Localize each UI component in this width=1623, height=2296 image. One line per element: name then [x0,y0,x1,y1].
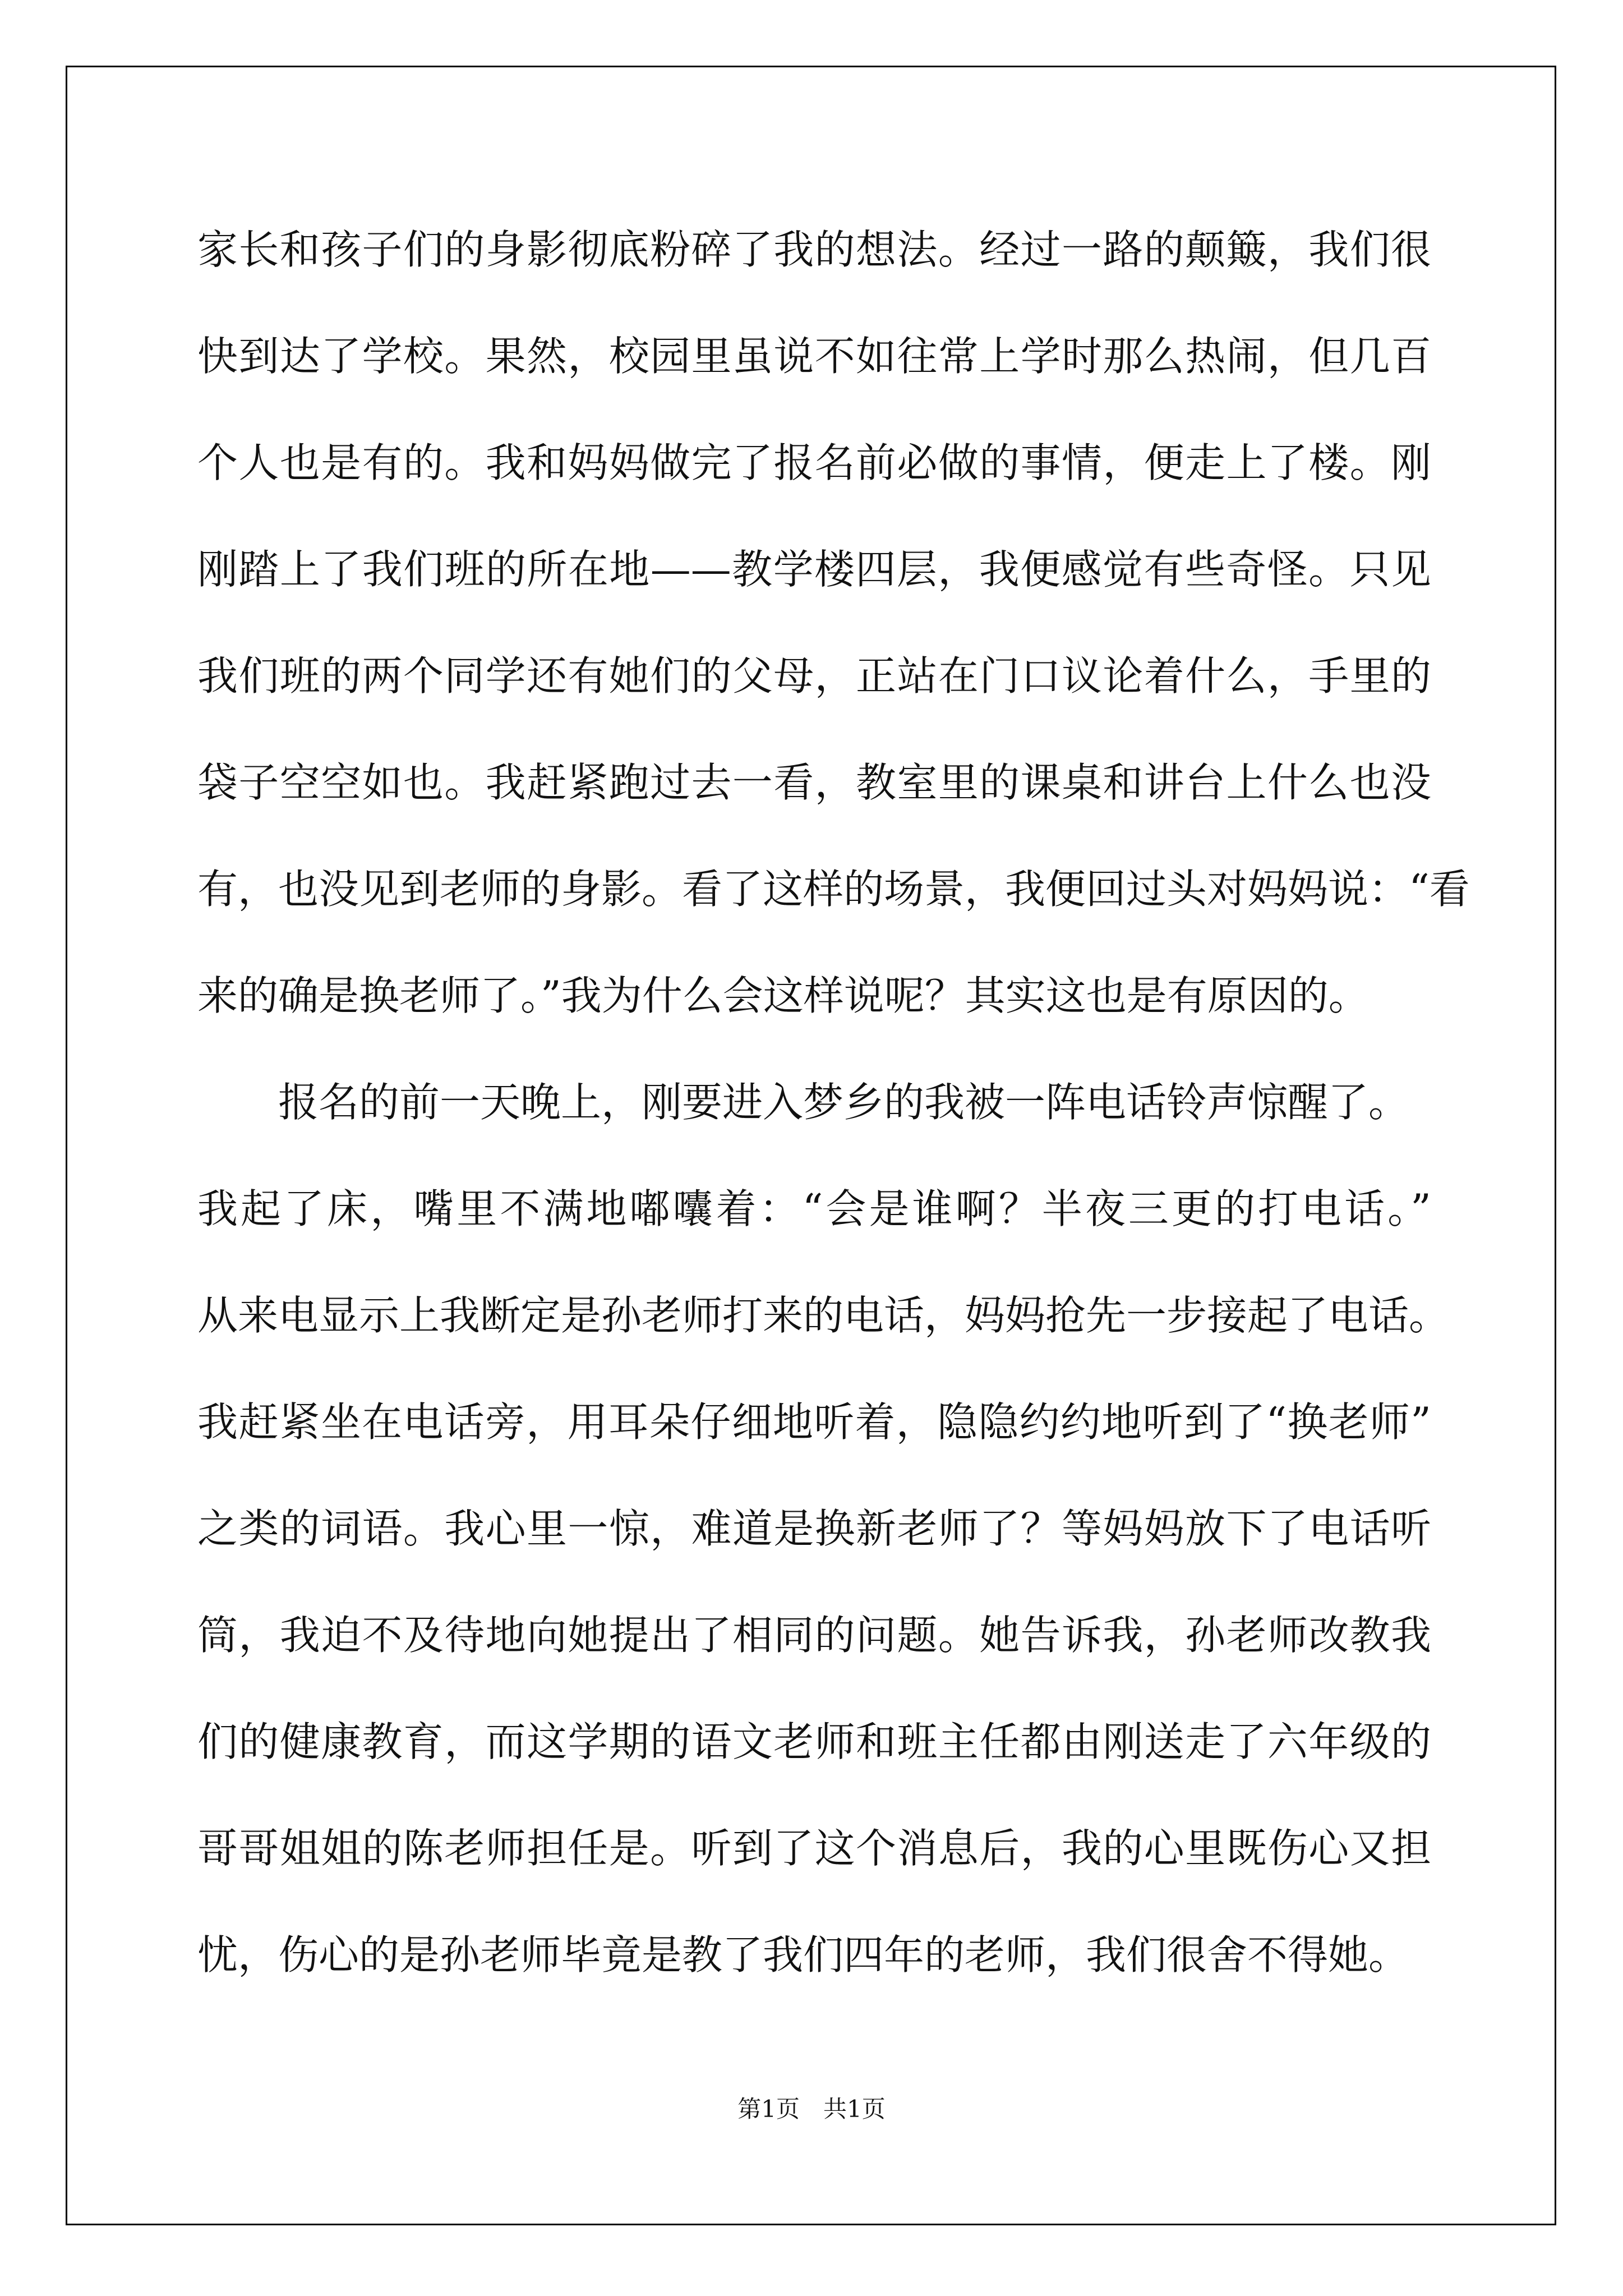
text-line: 家长和孩子们的身影彻底粉碎了我的想法。经过一路的颠簸，我们很 [197,226,1431,273]
text-line: 我赶紧坐在电话旁，用耳朵仔细地听着，隐隐约约地听到了“换老师” [197,1398,1431,1446]
text-line: 筒，我迫不及待地向她提出了相同的问题。她告诉我，孙老师改教我 [197,1612,1431,1659]
document-body [197,208,1470,2019]
text-line: 个人也是有的。我和妈妈做完了报名前必做的事情，便走上了楼。刚 [197,439,1431,486]
text-line: 从来电显示上我断定是孙老师打来的电话，妈妈抢先一步接起了电话。 [197,1292,1450,1339]
text-line: 哥哥姐姐的陈老师担任是。听到了这个消息后，我的心里既伤心又担 [197,1825,1431,1872]
text-line: 们的健康教育，而这学期的语文老师和班主任都由刚送走了六年级的 [197,1718,1431,1765]
text-line: 来的确是换老师了。”我为什么会这样说呢？其实这也是有原因的。 [197,972,1369,1019]
text-line: 袋子空空如也。我赶紧跑过去一看，教室里的课桌和讲台上什么也没 [197,759,1431,806]
text-line: 快到达了学校。果然，校园里虽说不如往常上学时那么热闹，但几百 [197,333,1431,380]
text-line: 之类的词语。我心里一惊，难道是换新老师了？等妈妈放下了电话听 [197,1505,1431,1552]
text-line: 有，也没见到老师的身影。看了这样的场景，我便回过头对妈妈说：“看 [197,866,1470,913]
text-line: 我们班的两个同学还有她们的父母，正站在门口议论着什么，手里的 [197,652,1431,700]
text-line: 刚踏上了我们班的所在地——教学楼四层，我便感觉有些奇怪。只见 [197,546,1431,593]
text-line: 忧，伤心的是孙老师毕竟是教了我们四年的老师，我们很舍不得她。 [197,1931,1409,1978]
text-line: 报名的前一天晚上，刚要进入梦乡的我被一阵电话铃声惊醒了。 [278,1079,1409,1126]
text-line: 我起了床，嘴里不满地嘟囔着：“会是谁啊？半夜三更的打电话。” [197,1185,1431,1232]
page-number-footer: 第1页 共1页 [737,2095,886,2123]
